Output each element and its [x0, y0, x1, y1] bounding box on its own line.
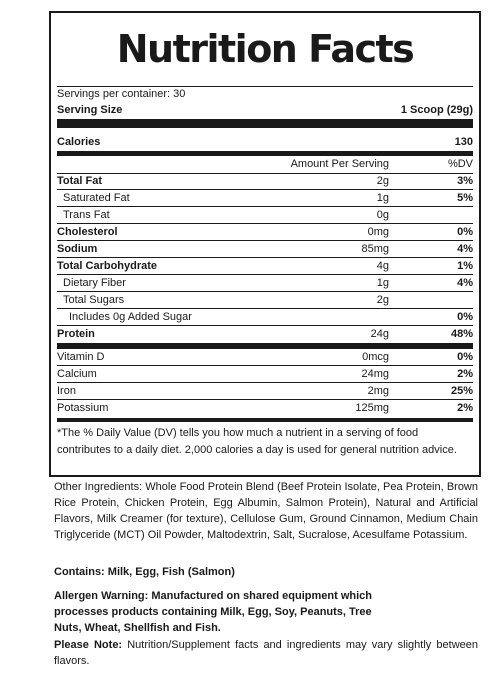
amount-per-serving-header: Amount Per Serving [290, 158, 389, 170]
nutrient-row-total-carbohydrate [57, 258, 473, 275]
vitamin-row-potassium [57, 400, 473, 417]
servings-per-container: Servings per container: 30 [57, 88, 186, 100]
divider [57, 86, 473, 87]
nutrient-row-protein [57, 326, 473, 343]
nutrient-amount: 24g [370, 328, 389, 340]
nutrient-dv: 1% [457, 260, 473, 272]
nutrient-dv: 0% [457, 226, 473, 238]
nutrient-dv: 48% [450, 328, 473, 340]
dv-header: %DV [447, 158, 473, 170]
please-note [54, 637, 478, 669]
nutrient-amount: 2g [376, 294, 389, 306]
nutrient-amount: 0mg [367, 226, 389, 238]
nutrient-amount: 2g [376, 175, 389, 187]
calories-label: Calories [57, 136, 101, 148]
nutrient-label: Protein [57, 328, 95, 340]
nutrient-label: Total Fat [57, 175, 103, 187]
nutrient-label: Total Carbohydrate [57, 260, 158, 272]
vitamin-row-calcium [57, 366, 473, 383]
nutrient-row-added-sugar [57, 309, 473, 326]
nutrient-row-total-sugars [57, 292, 473, 309]
nutrient-label: Dietary Fiber [63, 277, 126, 289]
thick-divider [57, 119, 473, 128]
nutrient-amount: 0g [376, 209, 389, 221]
nutrient-row-trans-fat [57, 207, 473, 224]
calories-value: 130 [454, 136, 473, 148]
nutrient-dv: 4% [457, 277, 473, 289]
nutrient-row-cholesterol [57, 224, 473, 241]
nutrition-facts-title: Nutrition Facts [116, 27, 414, 71]
vitamin-dv: 0% [457, 351, 473, 363]
nutrient-row-sodium [57, 241, 473, 258]
nutrient-amount: 85mg [361, 243, 389, 255]
nutrient-dv: 4% [457, 243, 473, 255]
vitamin-row-iron [57, 383, 473, 400]
nutrient-dv: 0% [457, 311, 473, 323]
vitamin-label: Potassium [57, 402, 109, 414]
nutrient-row-dietary-fiber [57, 275, 473, 292]
nutrient-amount: 1g [376, 277, 389, 289]
please-note-text: Nutrition/Supplement facts and ingredients may vary slightly between flavors. [54, 639, 479, 667]
vitamin-label: Iron [57, 385, 76, 397]
vitamin-label: Calcium [57, 368, 97, 380]
vitamin-dv: 25% [450, 385, 473, 397]
please-note-label: Please Note: [54, 639, 123, 651]
nutrient-label: Total Sugars [63, 294, 125, 306]
nutrient-row-saturated-fat [57, 190, 473, 207]
nutrient-label: Trans Fat [63, 209, 110, 221]
vitamin-row-vitamin-d [57, 349, 473, 366]
nutrient-dv: 3% [457, 175, 473, 187]
vitamin-label: Vitamin D [57, 351, 105, 363]
nutrient-label: Sodium [57, 243, 98, 255]
vitamin-dv: 2% [457, 368, 473, 380]
serving-size-value: 1 Scoop (29g) [400, 104, 473, 116]
nutrient-dv: 5% [457, 192, 473, 204]
nutrient-label: Cholesterol [57, 226, 118, 238]
vitamin-amount: 24mg [361, 368, 389, 380]
thick-divider [57, 418, 473, 422]
serving-size-label: Serving Size [57, 104, 123, 116]
contains-allergens: Contains: Milk, Egg, Fish (Salmon) [54, 566, 235, 578]
medium-divider [57, 151, 473, 156]
vitamin-amount: 125mg [355, 402, 389, 414]
nutrient-row-total-fat [57, 173, 473, 190]
allergen-warning: Allergen Warning: Manufactured on shared equipment which processes products containing Milk, Egg, Soy, Peanuts, Tree Nuts, Wheat, Shellfish and Fish. [54, 590, 373, 634]
nutrient-label: Saturated Fat [63, 192, 130, 204]
other-ingredients: Other Ingredients: Whole Food Protein Blend (Beef Protein Isolate, Pea Protein, Brown Rice Protein, Chicken Protein, Egg Albumin, Salmon Protein), Natural and Artificial Flavors, Milk Creamer (for texture), Cellulose Gum, Ground Cinnamon, Medium Chain Triglyceride (MCT) Oil Powder, Maltodextrin, Salt, Sucralose, Acesulfame Potassium. [54, 481, 478, 541]
nutrition-facts-panel [49, 11, 481, 477]
nutrient-label: Includes 0g Added Sugar [69, 311, 192, 323]
nutrient-amount: 4g [376, 260, 389, 272]
vitamin-amount: 2mg [367, 385, 389, 397]
nutrient-amount: 1g [376, 192, 389, 204]
vitamin-amount: 0mcg [362, 351, 389, 363]
vitamin-dv: 2% [457, 402, 473, 414]
daily-value-footnote: *The % Daily Value (DV) tells you how much a nutrient in a serving of food contributes to a daily diet. 2,000 calories a day is used for general nutrition advice. [57, 427, 457, 456]
